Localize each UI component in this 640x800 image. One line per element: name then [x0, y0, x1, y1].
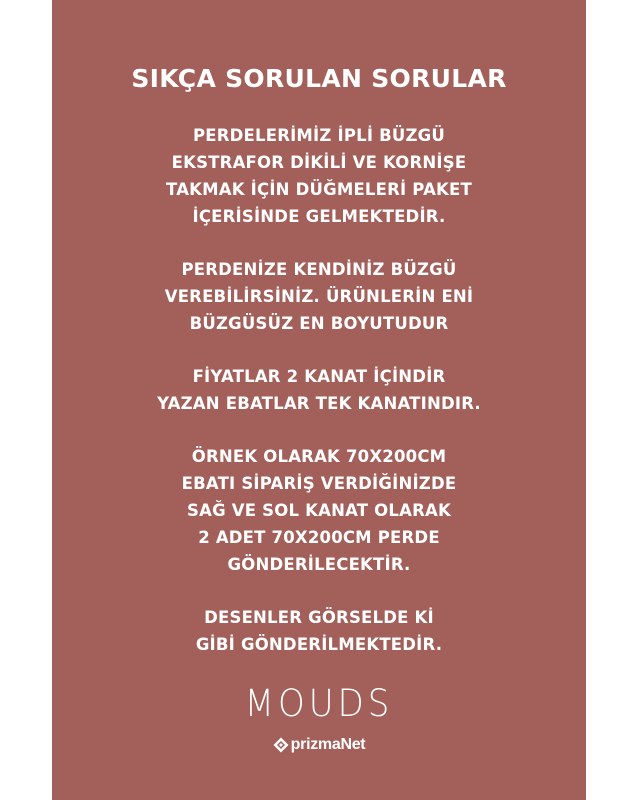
faq-page	[52, 0, 586, 800]
faq-line: YAZAN EBATLAR TEK KANATINDIR.	[157, 394, 481, 413]
faq-list	[52, 122, 586, 684]
faq-paragraph	[52, 443, 586, 578]
faq-line: SAĞ VE SOL KANAT OLARAK	[187, 501, 451, 520]
sub-brand-name: prizmaNet	[290, 736, 366, 753]
faq-line: İÇERİSİNDE GELMEKTEDİR.	[192, 207, 446, 226]
faq-paragraph	[52, 604, 586, 658]
prizma-diamond-icon	[273, 737, 289, 753]
faq-paragraph	[52, 256, 586, 337]
faq-line: DESENLER GÖRSELDE Kİ	[204, 608, 434, 627]
faq-paragraph	[52, 122, 586, 230]
brand-wordmark: MOUDS	[244, 682, 394, 726]
faq-line: PERDENİZE KENDİNİZ BÜZGÜ	[181, 260, 457, 279]
faq-line: GİBİ GÖNDERİLMEKTEDİR.	[195, 635, 443, 654]
faq-line: 2 ADET 70X200CM PERDE	[198, 528, 440, 547]
page-title: SIKÇA SORULAN SORULAR	[131, 64, 507, 93]
sub-brand	[52, 734, 586, 756]
faq-line: GÖNDERİLECEKTİR.	[227, 555, 411, 574]
faq-paragraph	[52, 363, 586, 417]
faq-line: BÜZGÜSÜZ EN BOYUTUDUR	[189, 314, 449, 333]
faq-line: VEREBİLİRSİNİZ. ÜRÜNLERİN ENİ	[164, 287, 474, 306]
faq-line: EBATI SİPARİŞ VERDİĞİNİZDE	[181, 474, 457, 493]
faq-line: PERDELERİMİZ İPLİ BÜZGÜ	[192, 126, 446, 145]
faq-line: FİYATLAR 2 KANAT İÇİNDİR	[192, 367, 446, 386]
faq-line: TAKMAK İÇİN DÜĞMELERİ PAKET	[166, 180, 472, 199]
brand-logo	[52, 684, 586, 764]
faq-line: ÖRNEK OLARAK 70X200CM	[191, 447, 447, 466]
faq-line: EKSTRAFOR DİKİLİ VE KORNİŞE	[171, 153, 467, 172]
